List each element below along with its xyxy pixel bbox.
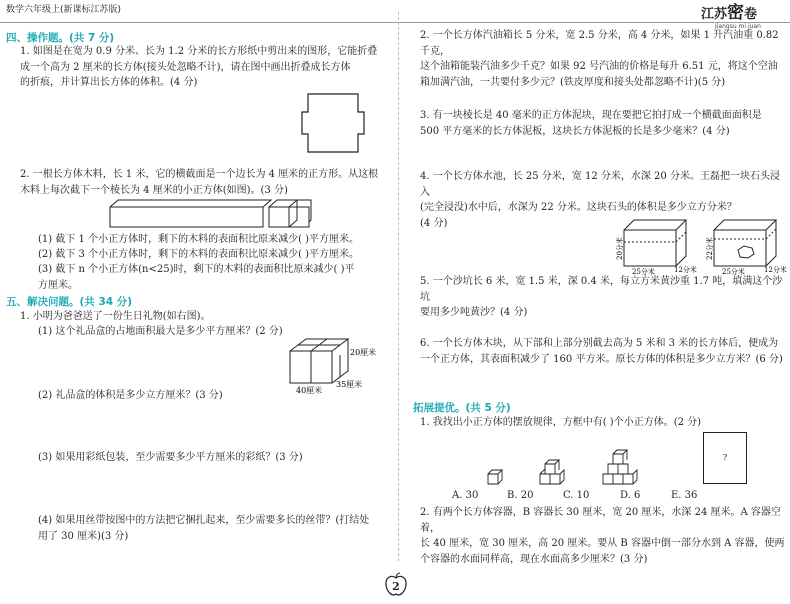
cube-1-front — [269, 207, 289, 227]
question-op-2a: (1) 截下 1 个小正方体时，剩下的木料的表面积比原来减少( )平方厘米。 — [38, 234, 360, 245]
question-op-2: 2. 一根长方体木料，长 1 米，它的横截面是一个边长为 4 厘米的正方形。从这根 木料上每次截下一个棱长为 4 厘米的小正方体(如图)。(3 分) — [20, 169, 379, 196]
cube-pattern-figure — [480, 430, 720, 490]
brand-mark: 密 — [727, 3, 745, 23]
net-outline — [302, 94, 364, 152]
net-figure — [300, 90, 366, 156]
question-solve-1: 1. 小明为爸爸送了一份生日礼物(如右图)。 — [20, 311, 211, 322]
question-ext-2: 2. 有两个长方体容器，B 容器长 30 厘米，宽 20 厘米，水深 24 厘米。A 容器空着， 长 40 厘米，宽 30 厘米，高 20 厘米。要从 B 容器中倒一部分水到 A 容器，使两 个容器的水面同样高，现在水面高多少厘米？(3 分) — [420, 507, 785, 565]
wood-top — [110, 200, 271, 207]
option-b: B. 20 — [507, 490, 534, 501]
cube-1-top — [269, 200, 297, 227]
tank-2-length-label: 25分米 — [722, 268, 745, 276]
question-solve-1c: (3) 如果用彩纸包装，至少需要多少平方厘米的彩纸？(3 分) — [38, 452, 303, 463]
brand-pinyin: Jiangsu mi juan — [715, 23, 761, 31]
section-solve-title: 五、解决问题。(共 34 分) — [6, 296, 133, 308]
stone-icon — [738, 246, 754, 258]
gift-ribbon — [298, 339, 340, 383]
cube-stack-1 — [488, 470, 502, 484]
question-solve-1a: (1) 这个礼品盒的占地面积最大是多少平方厘米？(2 分) — [38, 326, 283, 337]
option-a: A. 30 — [452, 490, 479, 501]
wood-figure — [108, 198, 313, 230]
question-op-2b: (2) 截下 3 个小正方体时，剩下的木料的表面积比原来减少( )平方厘米。 — [38, 249, 360, 260]
page-number-apple — [383, 572, 409, 596]
cube-stack-3 — [603, 450, 637, 484]
question-ext-1: 1. 我找出小正方体的摆放规律，方框中有( )个小正方体。(2 分) — [420, 417, 702, 428]
gift-width-label: 35厘米 — [336, 380, 363, 389]
tank-1-water — [624, 232, 686, 242]
option-d: D. 6 — [620, 490, 641, 501]
tank-1-edges — [624, 220, 686, 266]
gift-length-label: 40厘米 — [296, 386, 323, 395]
gift-height-label: 20厘米 — [350, 348, 377, 357]
page-divider — [398, 12, 399, 561]
tank-2-edges — [714, 220, 776, 266]
question-solve-6: 6. 一个长方体木块，从下部和上部分别截去高为 5 米和 3 米的长方体后，便成为 一个正方体，其表面积减少了 160 平方米。原长方体的体积是多少立方米？(6 分) — [420, 338, 783, 365]
brand-logo — [701, 0, 773, 31]
question-op-1: 1. 如图是在宽为 0.9 分米、长为 1.2 分米的长方形纸中剪出来的图形，它能折叠 成一个高为 2 厘米的长方体(接头处忽略不计)，请在图中画出折叠成长方体 的折痕，并计算出长方体的体积。(4 分) — [20, 46, 378, 88]
question-solve-1b: (2) 礼品盒的体积是多少立方厘米？(3 分) — [38, 390, 223, 401]
question-solve-3: 3. 有一块棱长是 40 毫米的正方体泥块，现在要把它拍打成一个横截面面积是 500 平方毫米的长方体泥板，这块长方体泥板的长是多少毫米？(4 分) — [420, 110, 762, 137]
tank-1-height-label: 20分米 — [616, 237, 624, 260]
gift-box-figure — [282, 333, 377, 395]
brand-text: 江苏 — [701, 7, 728, 22]
section-extension-title: 拓展提优。(共 5 分) — [413, 402, 511, 414]
tanks-figure — [610, 212, 788, 274]
answer-box: ? — [703, 432, 747, 484]
book-header: 数学六年级上(新课标江苏版) — [6, 5, 122, 15]
tank-2-width-label: 12分米 — [764, 266, 787, 274]
question-solve-1d: (4) 如果用丝带按图中的方法把它捆扎起来，至少需要多长的丝带？(打结处 用了 30 厘米)(3 分) — [38, 515, 370, 542]
tank-1-front — [624, 230, 676, 266]
tank-2-height-label: 22分米 — [706, 237, 714, 260]
tank-1-length-label: 25分米 — [632, 268, 655, 276]
header-rule — [0, 22, 790, 23]
section-operation-title: 四、操作题。(共 7 分) — [6, 32, 115, 44]
page-number: 2 — [392, 580, 400, 593]
brand-tail: 卷 — [744, 7, 758, 22]
question-solve-4: 4. 一个长方体水池，长 25 分米，宽 12 分米，水深 20 分米。王磊把一块石头浸入 (完全浸没)水中后，水深为 22 分米。这块石头的体积是多少立方分米？ (4 分) — [420, 171, 780, 229]
cube-stack-2 — [540, 460, 564, 484]
question-solve-5: 5. 一个沙坑长 6 米，宽 1.5 米，深 0.4 米，每立方米黄沙重 1.7 吨，填满这个沙坑 要用多少吨黄沙？(4 分) — [420, 276, 783, 318]
option-c: C. 10 — [563, 490, 590, 501]
wood-front — [110, 207, 263, 227]
tank-2-front — [714, 230, 766, 266]
question-op-2c: (3) 截下 n 个小正方体(n<25)时，剩下的木料的表面积比原来减少( )平 方厘米。 — [38, 264, 355, 291]
question-solve-2: 2. 一个长方体汽油箱长 5 分米，宽 2.5 分米，高 4 分米，如果 1 升汽油重 0.82 千克， 这个油箱能装汽油多少千克？如果 92 号汽油的价格是每升 6.51 元，将这个空油箱加满汽油，一共要付多少元？(铁皮厚度和接头处都忽略不计)(5 分) — [420, 30, 779, 88]
option-e: E. 36 — [671, 490, 698, 501]
tank-1-width-label: 12分米 — [674, 266, 697, 274]
